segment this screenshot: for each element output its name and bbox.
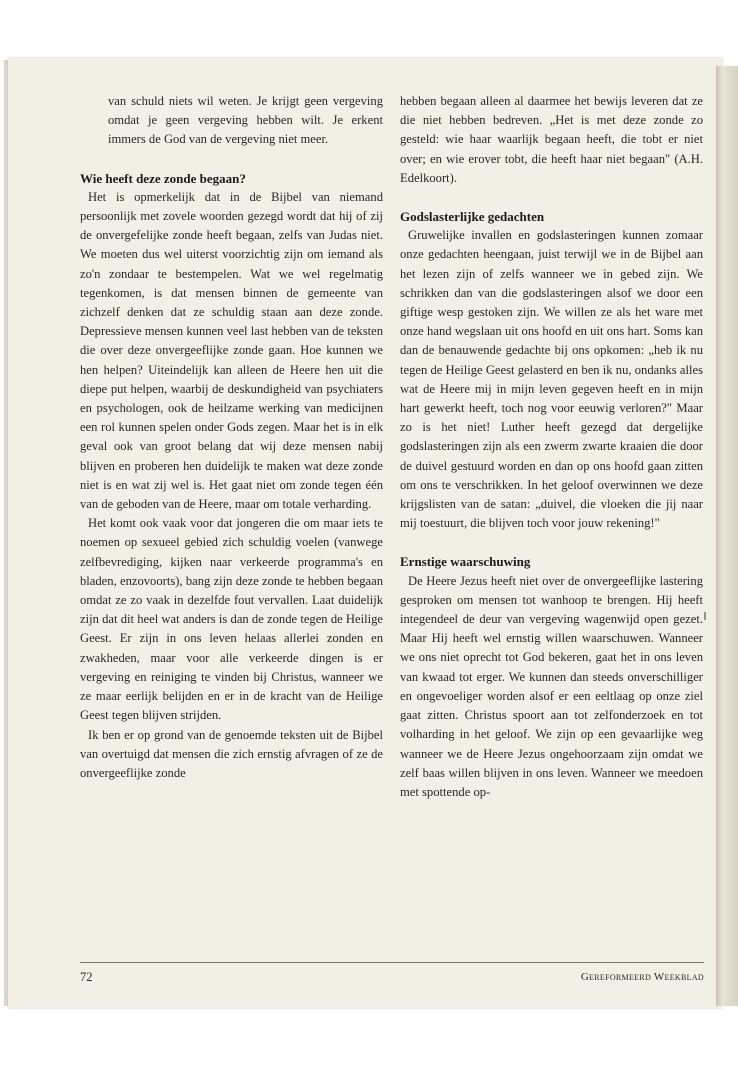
right-column [400, 92, 703, 802]
paragraph-continued: hebben begaan alleen al daarmee het bewijs leveren dat ze die niet hebben bedreven. „Het is met deze zonde zo gesteld: wie haar waarlijk begaan heeft, die tobt er niet over; en wie erover tobt, die heeft haar niet begaan" (A.H. Edelkoort). [400, 94, 703, 185]
section-heading-serious-warning: Ernstige waarschuwing [400, 554, 531, 570]
paragraph: De Heere Jezus heeft niet over de onvergeeflijke lastering gesproken om mensen tot wanhoop te brengen. Hij heeft integendeel de deur van vergeving wagenwijd open gezet. Maar Hij heeft wel ernstig willen waarschuwen. Wanneer we ons niet oprecht tot God bekeren, gaat het in ons leven van kwaad tot erger. We kunnen dan steeds onverschilliger en ongevoeliger worden alsof er een eeltlaag op onze ziel gaat zitten. Christus spoort aan tot zelfonderzoek en tot volharding in het geloof. We zijn op een gevaarlijke weg wanneer we de Heere Jezus ongehoorzaam zijn omdat we zelf baas willen blijven in ons leven. Wanneer we meedoen met spottende op- [400, 573, 703, 799]
paragraph: Het komt ook vaak voor dat jongeren die om maar iets te noemen op sexueel gebied zich schuldig voelen (vanwege zelfbevrediging, kijken naar verkeerde programma's en bladen, enzovoorts), bang zijn deze zonde te hebben begaan omdat ze zo vaak in dezelfde fout vervallen. Laat duidelijk zijn dat dit heel wat anders is dan de zonde tegen de Heilige Geest. Er zijn in ons leven helaas allerlei zonden en zwakheden, maar voor alle verkeerde dingen is er vergeving en reiniging te vinden bij Christus, wanneer we ze maar eerlijk belijden en er in de kracht van de Heilige Geest tegen blijven strijden. [80, 516, 383, 723]
paragraph: Gruwelijke invallen en godslasteringen kunnen zomaar onze gedachten heengaan, juist terwijl we in de Bijbel aan het lezen zijn of zelfs wanneer we in gebed zijn. We schrikken dan van die godslasteringen alsof we door een giftige wesp gestoken zijn. We willen ze als het ware met onze hand wegslaan uit ons hoofd en uit ons hart. Soms kan dan de benauwende gedachte bij ons opkomen: „heb ik nu tegen de Heilige Geest gelasterd en ben ik nu, ondanks alles wat de Heere mij in mijn leven gegeven heeft en in mijn hart gewerkt heeft, toch nog voor eeuwig verloren?" Maar zo is het niet! Luther heeft gezegd dat dergelijke godslasteringen zijn als een zwerm zwarte kraaien die door de duivel gestuurd worden en dan op ons hoofd gaan zitten om ons te verschrikken. In het geloof overwinnen we deze krijgslisten van de satan: „duivel, die vloeken die jij naar mij toestuurt, die blijven toch voor jouw rekening!" [400, 228, 703, 531]
margin-mark [704, 612, 706, 620]
paragraph: Het is opmerkelijk dat in de Bijbel van niemand persoonlijk met zovele woorden gezegd wordt dat hij of zij de onvergefelijke zonde heeft begaan, zelfs van Judas niet. We moeten dus wel uiterst voorzichtig zijn om iemand als zo'n zondaar te bestempelen. Wat we wel regelmatig tegenkomen, is dat mensen binnen de gemeente van zichzelf denken dat ze schuldig staan aan deze zonde. Depressieve mensen kunnen veel last hebben van de teksten die over deze onvergeeflijke zonde gaan. Hoe kunnen we hen helpen? Uiteindelijk kan alleen de Heere hen uit die diepe put helpen, waarbij de deskundigheid van psychiaters en psychologen, ook de heilzame werking van medicijnen een rol kunnen spelen onder Gods zegen. Maar het is in elk geval ook van groot belang dat wij deze mensen nabij blijven en proberen hen duidelijk te maken wat deze zonde niet is en wat zij wel is. Het gaat niet om zonde tegen één van de geboden van de Heere, maar om totale verharding. [80, 189, 383, 512]
section-heading-who-committed: Wie heeft deze zonde begaan? [80, 170, 246, 186]
publication-name: Gereformeerd Weekblad [580, 971, 704, 983]
left-column [80, 92, 383, 783]
footer-rule [80, 962, 704, 963]
section-heading-blasphemous-thoughts: Godslasterlijke gedachten [400, 209, 545, 225]
paragraph-continued: van schuld niets wil weten. Je krijgt geen vergeving omdat je geen vergeving hebben wilt. Je erkent immers de God van de vergeving niet meer. [108, 94, 383, 147]
paragraph: Ik ben er op grond van de genoemde teksten uit de Bijbel van overtuigd dat mensen die zich ernstig afvragen of ze de onvergeeflijke zonde [80, 727, 383, 780]
page-edge-right [716, 66, 738, 1006]
page-number: 72 [80, 970, 93, 984]
